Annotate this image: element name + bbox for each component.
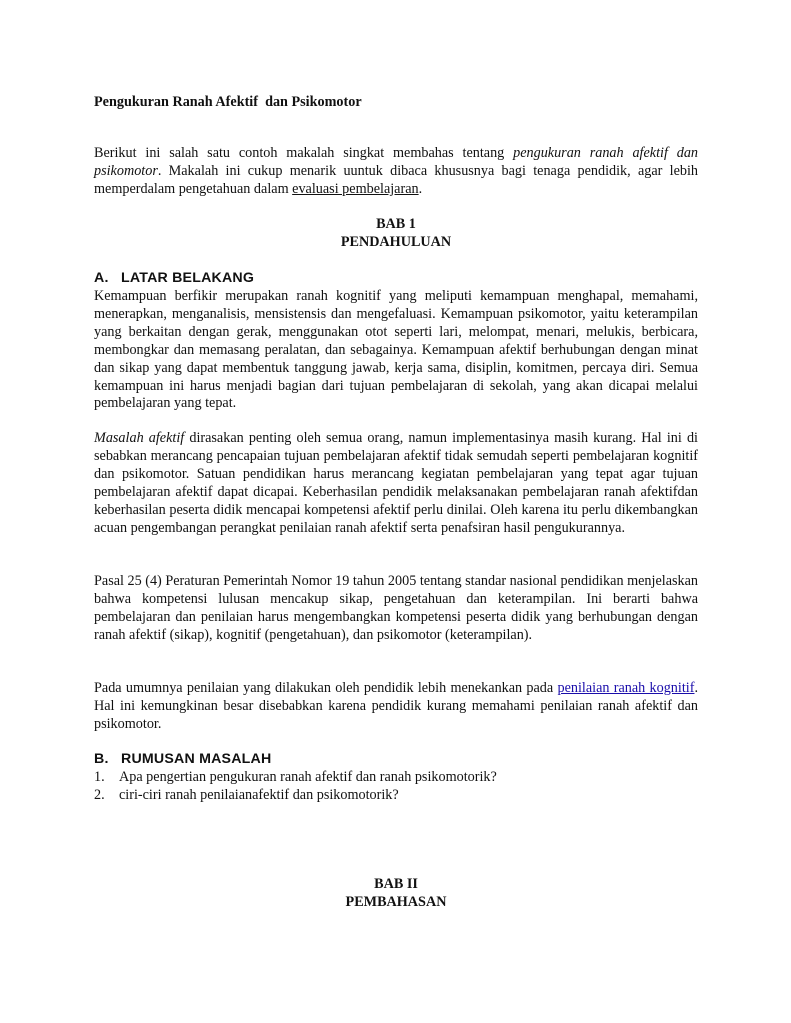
intro-emphasis: pengukuran ranah afektif dan psikomotor [94, 145, 699, 179]
intro-text-3: . [418, 180, 423, 197]
list-item-number: 1. [94, 769, 105, 785]
list-item-text: Apa pengertian pengukuran ranah afektif dan ranah psikomotorik? [119, 769, 497, 785]
masalah-afektif-emphasis: Masalah afektif [94, 430, 185, 446]
intro-text-2: . Makalah ini cukup menarik uuntuk dibaca khususnya bagi tenaga pendidik, agar lebih memperdalam pengetahuan dalam [94, 162, 698, 197]
paragraph-4-text-2: . Hal ini kemungkinan besar disebabkan karena pendidik kurang memahami penilaian ranah afektif dan psikomotor. [94, 680, 699, 732]
bab2-title: PEMBAHASAN [345, 894, 447, 910]
intro-text-1: Berikut ini salah satu contoh makalah singkat membahas tentang [94, 145, 514, 161]
bab2-label: BAB II [374, 876, 418, 892]
paragraph-4-text-1: Pada umumnya penilaian yang dilakukan oleh pendidik lebih menekankan pada [94, 680, 558, 696]
penilaian-ranah-kognitif-link[interactable]: penilaian ranah kognitif [557, 680, 695, 696]
section-b-heading: B. RUMUSAN MASALAH [94, 751, 272, 767]
section-a-heading: A. LATAR BELAKANG [94, 270, 255, 286]
section-a-paragraph-4 [94, 680, 698, 734]
evaluasi-pembelajaran-link[interactable]: evaluasi pembelajaran [292, 180, 419, 197]
bab1-label: BAB 1 [376, 216, 416, 232]
list-item-number: 2. [94, 786, 105, 803]
list-item [94, 769, 698, 787]
list-item [94, 787, 698, 805]
intro-paragraph [94, 145, 698, 199]
list-item-text: ciri-ciri ranah penilaianafektif dan psikomotorik? [119, 786, 399, 803]
section-a-paragraph-1: Kemampuan berfikir merupakan ranah kognitif yang meliputi kemampuan menghapal, memahami, menerapkan, menganalisis, mensistensis dan mengefaluasi. Kemampuan psikomotor, yaitu keterampilan yang berkaitan dengan gerak, menggunakan otot seperti lari, melompat, menari, melukis, berbicara, membongkar dan memasang peralatan, dan sebagainya. Kemampuan afektif berhubungan dengan minat dan sikap yang dapat membentuk tanggung jawab, kerja sama, disiplin, komitmen, percaya diri. Semua kemampuan ini harus menjadi bagian dari tujuan pembelajaran di sekolah, yang akan dicapai melalui pembelajaran yang tepat. [94, 288, 698, 412]
bab1-title: PENDAHULUAN [340, 234, 452, 250]
section-a-paragraph-2 [94, 430, 698, 537]
document-title: Pengukuran Ranah Afektif dan Psikomotor [94, 94, 362, 110]
rumusan-masalah-list [94, 769, 698, 805]
section-a-paragraph-3: Pasal 25 (4) Peraturan Pemerintah Nomor 19 tahun 2005 tentang standar nasional pendidikan menjelaskan bahwa kompetensi lulusan mencakup sikap, pengetahuan dan keterampilan. Ini berarti bahwa pembelajaran dan penilaian harus mengembangkan kompetensi peserta didik yang berhubungan dengan ranah afektif (sikap), kognitif (pengetahuan), dan psikomotor (keterampilan). [94, 573, 698, 643]
section-a-paragraph-2-text: dirasakan penting oleh semua orang, namun implementasinya masih kurang. Hal ini di sebabkan merancang pencapaian tujuan pembelajaran afektif tidak semudah seperti pembelajaran kognitif dan psikomotor. Satuan pendidikan harus merancang kegiatan pembelajaran yang tepat agar tujuan pembelajaran afektif dapat dicapai. Keberhasilan pendidik melaksanakan pembelajaran ranah afektifdan keberhasilan peserta didik mencapai kompetensi afektif perlu dinilai. Oleh karena itu perlu dikembangkan acuan pengembangan perangkat penilaian ranah afektif serta penafsiran hasil pengukurannya. [94, 430, 698, 536]
